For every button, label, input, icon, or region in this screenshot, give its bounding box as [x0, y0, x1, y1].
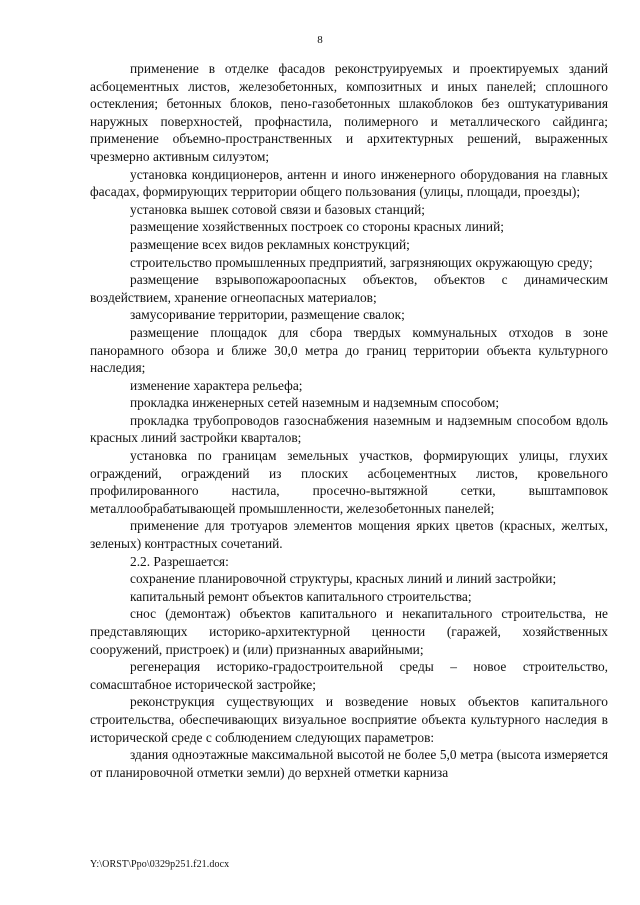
paragraph: капитальный ремонт объектов капитального строительства; [130, 588, 472, 604]
section-heading: 2.2. Разрешается: [130, 553, 229, 569]
paragraph: сохранение планировочной структуры, красных линий и линий застройки; [130, 571, 557, 587]
paragraph: прокладка трубопроводов газоснабжения наземным и надземным способом вдоль красных линий застройки кварталов; [90, 412, 608, 446]
footer-file-path: Y:\ORST\Ppo\0329p251.f21.docx [90, 859, 230, 870]
paragraph: применение в отделке фасадов реконструируемых и проектируемых зданий асбоцементных листов, железобетонных, композитных и иных панелей; сплошного остекления; бетонных блоков, пено-газобетонных шлакоблоков без оштукатуривания наружных поверхностей, профнастила, полимерного и металлического сайдинга; применение объемно-пространственных и архитектурных решений, выраженных чрезмерно активным силуэтом; [90, 61, 608, 164]
paragraph: размещение взрывопожароопасных объектов, объектов с динамическим воздействием, хранение огнеопасных материалов; [90, 272, 608, 305]
paragraph: строительство промышленных предприятий, загрязняющих окружающую среду; [130, 254, 593, 270]
paragraph: установка вышек сотовой связи и базовых станций; [130, 201, 425, 217]
paragraph: установка кондиционеров, антенн и иного инженерного оборудования на главных фасадах, формирующих территории общего пользования (улицы, площади, проезды); [90, 166, 608, 200]
paragraph: размещение хозяйственных построек со стороны красных линий; [130, 219, 504, 235]
paragraph: размещение всех видов рекламных конструкций; [130, 236, 410, 252]
paragraph: здания одноэтажные максимальной высотой не более 5,0 метра (высота измеряется от планировочной отметки земли) до верхней отметки карниза [90, 747, 608, 780]
paragraph: снос (демонтаж) объектов капитального и некапитального строительства, не представляющих историко-архитектурной ценности (гаражей, хозяйственных сооружений, пристроек) и (или) признанных аварийными; [90, 606, 608, 657]
paragraph: установка по границам земельных участков, формирующих улицы, глухих ограждений, ограждений из плоских асбоцементных листов, кровельного профилированного настила, просечно-вытяжной сетки, выштамповок металлообрабатывающей промышленности, железобетонных панелей; [90, 448, 608, 516]
paragraph: реконструкция существующих и возведение новых объектов капитального строительства, обеспечивающих визуальное восприятие объекта культурного наследия в исторической среде с соблюдением следующих параметров: [90, 694, 608, 745]
paragraph: прокладка инженерных сетей наземным и надземным способом; [130, 395, 500, 411]
paragraph: размещение площадок для сбора твердых коммунальных отходов в зоне панорамного обзора и ближе 30,0 метра до границ территории объекта культурного наследия; [90, 324, 608, 376]
paragraph: применение для тротуаров элементов мощения ярких цветов (красных, желтых, зеленых) контрастных сочетаний. [90, 518, 608, 552]
paragraph: изменение характера рельефа; [130, 377, 303, 393]
page-number: 8 [317, 34, 323, 46]
paragraph: регенерация историко-градостроительной среды – новое строительство, сомасштабное исторической застройке; [90, 659, 608, 692]
paragraph: замусоривание территории, размещение свалок; [130, 307, 405, 323]
document-body [90, 60, 608, 781]
